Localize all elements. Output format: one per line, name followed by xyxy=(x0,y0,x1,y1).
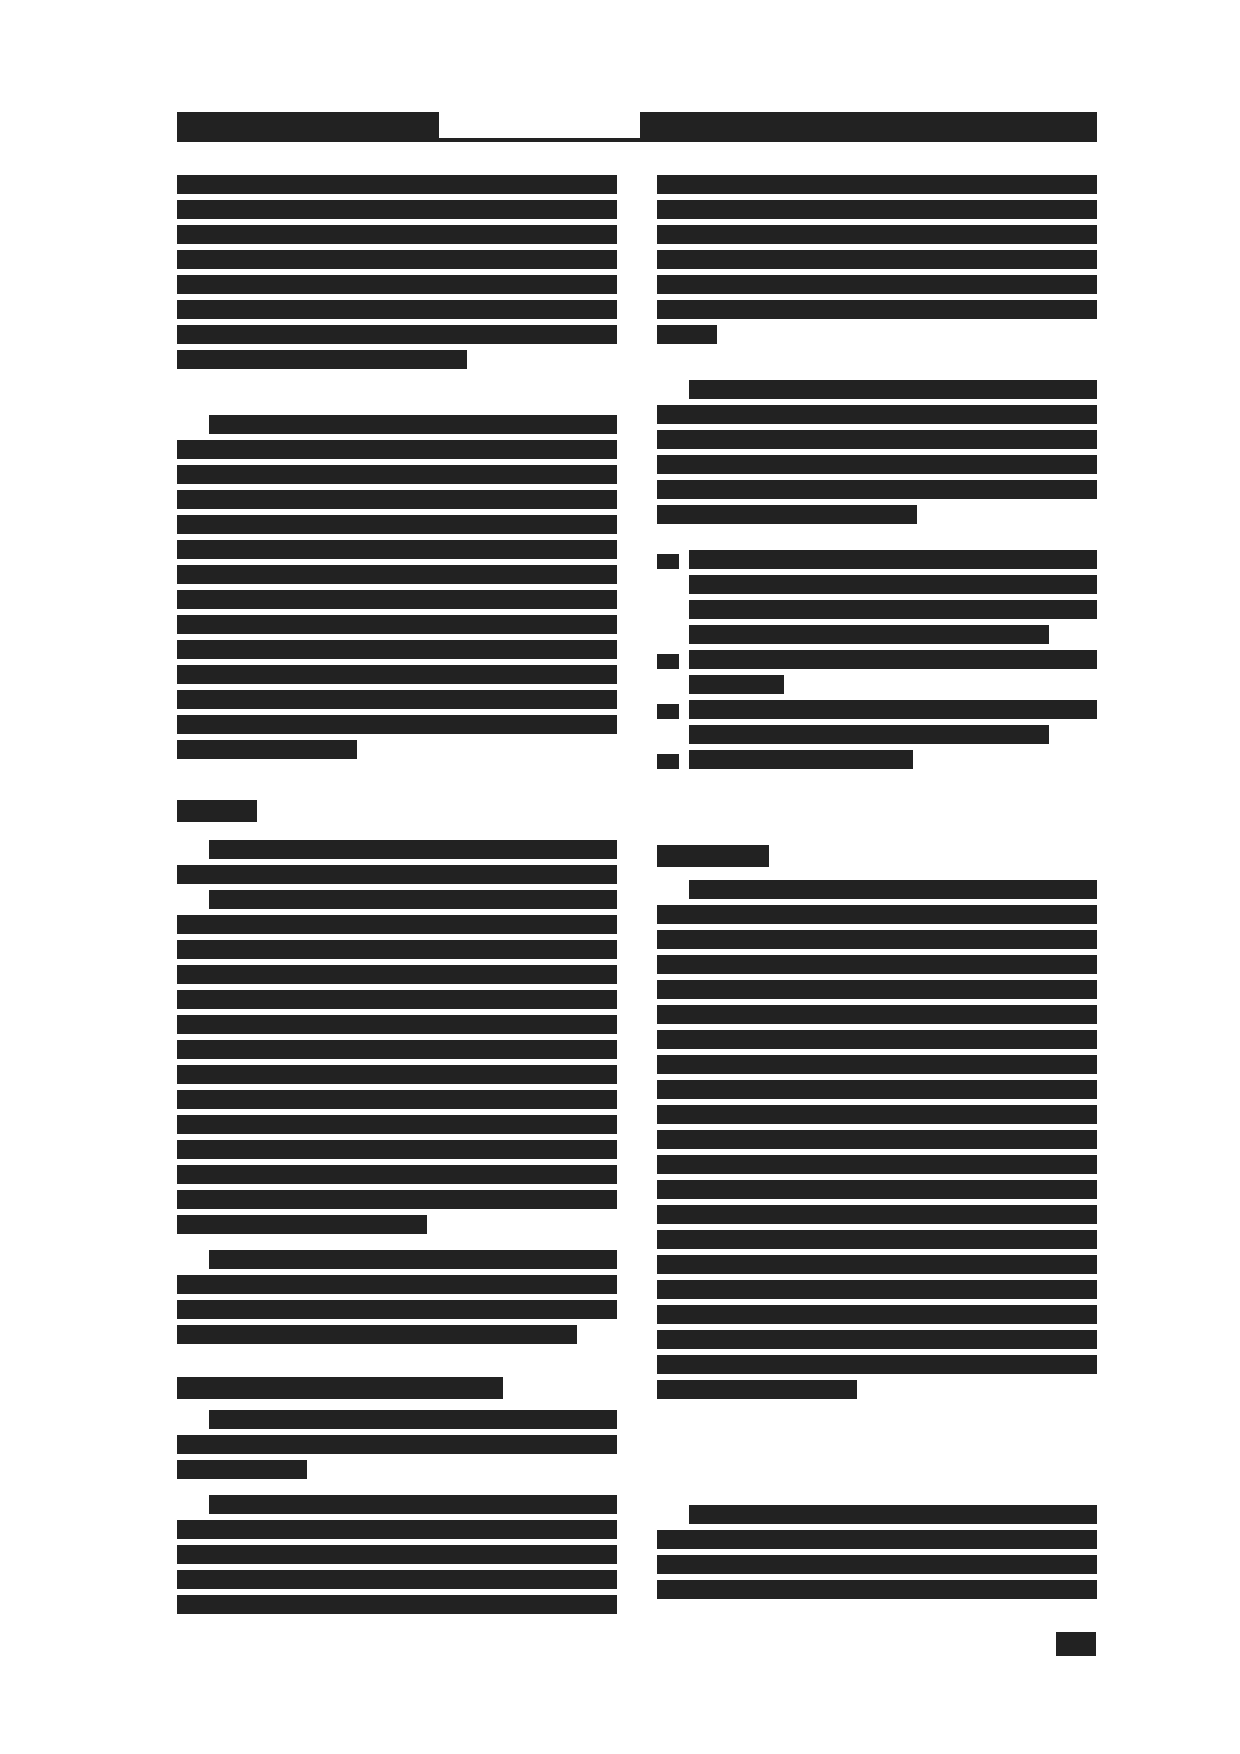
text-line-redacted xyxy=(657,505,917,524)
text-line-redacted xyxy=(177,940,617,959)
list-item-line-redacted xyxy=(689,550,1097,569)
text-line-redacted xyxy=(657,1280,1097,1299)
header-rule xyxy=(439,138,640,142)
running-header-left-redacted xyxy=(177,112,439,142)
list-item-line-redacted xyxy=(689,600,1097,619)
text-line-redacted xyxy=(657,1205,1097,1224)
text-line-redacted xyxy=(689,380,1097,399)
text-line-redacted xyxy=(177,1215,427,1234)
text-line-redacted xyxy=(657,455,1097,474)
text-line-redacted xyxy=(177,225,617,244)
text-line-redacted xyxy=(177,1140,617,1159)
list-marker-redacted xyxy=(657,654,679,669)
text-line-redacted xyxy=(657,1380,857,1399)
text-line-redacted xyxy=(657,300,1097,319)
text-line-redacted xyxy=(177,440,617,459)
running-header-right-redacted xyxy=(640,112,1097,142)
text-line-redacted xyxy=(177,350,467,369)
text-line-redacted xyxy=(177,1545,617,1564)
text-line-redacted xyxy=(177,1115,617,1134)
text-line-redacted xyxy=(177,1460,307,1479)
text-line-redacted xyxy=(657,275,1097,294)
text-line-redacted xyxy=(177,1570,617,1589)
text-line-redacted xyxy=(657,955,1097,974)
text-line-redacted xyxy=(657,980,1097,999)
text-line-redacted xyxy=(177,640,617,659)
text-line-redacted xyxy=(657,1230,1097,1249)
list-marker-redacted xyxy=(657,704,679,719)
text-line-redacted xyxy=(177,300,617,319)
text-line-redacted xyxy=(657,430,1097,449)
text-line-redacted xyxy=(177,175,617,194)
list-item-line-redacted xyxy=(689,725,1049,744)
text-line-redacted xyxy=(657,1255,1097,1274)
text-line-redacted xyxy=(177,915,617,934)
text-line-redacted xyxy=(177,665,617,684)
text-line-redacted xyxy=(209,1250,617,1269)
text-line-redacted xyxy=(177,1015,617,1034)
list-marker-redacted xyxy=(657,554,679,569)
text-line-redacted xyxy=(657,930,1097,949)
text-line-redacted xyxy=(657,1105,1097,1124)
text-line-redacted xyxy=(177,1325,577,1344)
text-line-redacted xyxy=(657,1130,1097,1149)
section-heading-redacted xyxy=(177,1377,503,1399)
text-line-redacted xyxy=(177,1300,617,1319)
text-line-redacted xyxy=(209,1495,617,1514)
text-line-redacted xyxy=(177,465,617,484)
text-line-redacted xyxy=(657,1580,1097,1599)
text-line-redacted xyxy=(209,840,617,859)
text-line-redacted xyxy=(657,325,717,344)
text-line-redacted xyxy=(657,200,1097,219)
text-line-redacted xyxy=(177,965,617,984)
text-line-redacted xyxy=(177,1520,617,1539)
text-line-redacted xyxy=(657,1180,1097,1199)
text-line-redacted xyxy=(177,1165,617,1184)
section-heading-redacted xyxy=(177,800,257,822)
list-item-line-redacted xyxy=(689,750,913,769)
text-line-redacted xyxy=(177,690,617,709)
text-line-redacted xyxy=(657,1355,1097,1374)
list-item-line-redacted xyxy=(689,675,784,694)
text-line-redacted xyxy=(689,1505,1097,1524)
text-line-redacted xyxy=(209,890,617,909)
text-line-redacted xyxy=(209,1410,617,1429)
text-line-redacted xyxy=(689,880,1097,899)
text-line-redacted xyxy=(177,590,617,609)
text-line-redacted xyxy=(177,1190,617,1209)
text-line-redacted xyxy=(657,1030,1097,1049)
text-line-redacted xyxy=(177,490,617,509)
text-line-redacted xyxy=(177,1595,617,1614)
text-line-redacted xyxy=(657,1530,1097,1549)
text-line-redacted xyxy=(657,1080,1097,1099)
text-line-redacted xyxy=(177,1090,617,1109)
text-line-redacted xyxy=(177,325,617,344)
text-line-redacted xyxy=(177,1275,617,1294)
text-line-redacted xyxy=(177,565,617,584)
text-line-redacted xyxy=(657,1005,1097,1024)
text-line-redacted xyxy=(177,1435,617,1454)
text-line-redacted xyxy=(657,1305,1097,1324)
list-marker-redacted xyxy=(657,754,679,769)
text-line-redacted xyxy=(177,540,617,559)
text-line-redacted xyxy=(657,250,1097,269)
text-line-redacted xyxy=(177,1065,617,1084)
list-item-line-redacted xyxy=(689,700,1097,719)
text-line-redacted xyxy=(657,1555,1097,1574)
text-line-redacted xyxy=(657,1155,1097,1174)
section-heading-redacted xyxy=(657,845,769,867)
text-line-redacted xyxy=(657,480,1097,499)
text-line-redacted xyxy=(657,405,1097,424)
text-line-redacted xyxy=(209,415,617,434)
text-line-redacted xyxy=(177,740,357,759)
text-line-redacted xyxy=(177,515,617,534)
text-line-redacted xyxy=(657,225,1097,244)
text-line-redacted xyxy=(177,250,617,269)
text-line-redacted xyxy=(657,905,1097,924)
text-line-redacted xyxy=(177,715,617,734)
page-number-redacted xyxy=(1056,1632,1096,1656)
text-line-redacted xyxy=(657,175,1097,194)
text-line-redacted xyxy=(177,275,617,294)
text-line-redacted xyxy=(177,200,617,219)
text-line-redacted xyxy=(177,990,617,1009)
text-line-redacted xyxy=(657,1330,1097,1349)
list-item-line-redacted xyxy=(689,575,1097,594)
text-line-redacted xyxy=(657,1055,1097,1074)
text-line-redacted xyxy=(177,615,617,634)
list-item-line-redacted xyxy=(689,650,1097,669)
text-line-redacted xyxy=(177,865,617,884)
list-item-line-redacted xyxy=(689,625,1049,644)
text-line-redacted xyxy=(177,1040,617,1059)
